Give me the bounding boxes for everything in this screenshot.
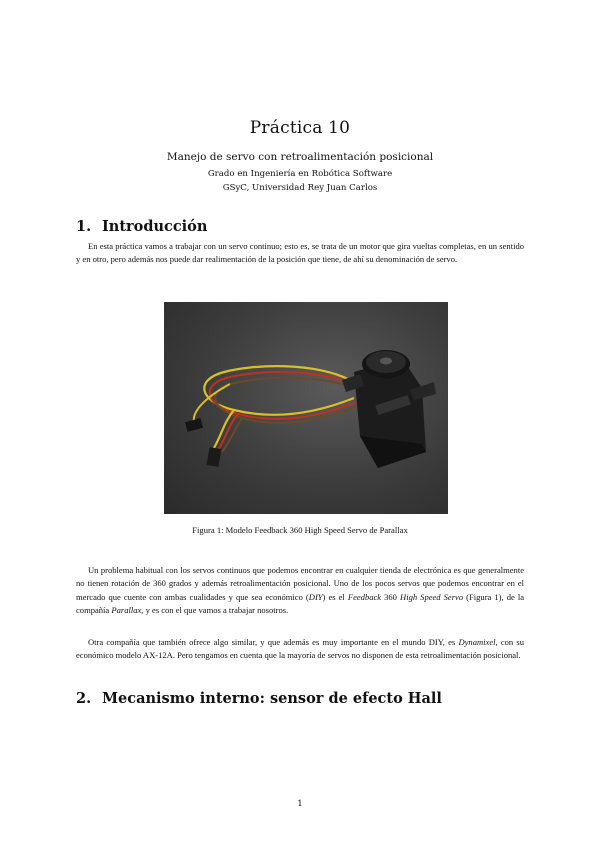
paragraph-servos — [76, 564, 524, 618]
text-run: , y es con el que vamos a trabajar nosotros. — [141, 605, 289, 616]
section-title: Introducción — [102, 218, 208, 235]
italic-diy: DIY — [308, 591, 323, 602]
section-heading-intro — [76, 218, 207, 235]
paragraph-dynamixel — [76, 636, 524, 663]
document-title: Práctica 10 — [249, 118, 351, 138]
text-run: ) es el — [322, 591, 348, 602]
page-number: 1 — [297, 799, 303, 809]
italic-feedback: Feedback — [347, 591, 382, 602]
degree-line: Grado en Ingeniería en Robótica Software — [207, 169, 393, 179]
intro-paragraph: En esta práctica vamos a trabajar con un servo continuo; esto es, se trata de un motor que gira vueltas completas, en un sentido y en otro, pero además nos puede dar realimentación de la posición que tiene, de ahí su denominación de servo. — [76, 241, 524, 265]
section-title: Mecanismo interno: sensor de efecto Hall — [102, 690, 442, 707]
figure-caption: Figura 1: Modelo Feedback 360 High Speed Servo de Parallax — [192, 525, 408, 535]
document-subtitle: Manejo de servo con retroalimentación posicional — [166, 151, 434, 163]
text-run: Un problema habitual con los servos continuos que podemos encontrar en cualquier tienda de electrónica es que generalmente no tienen rotación de 360 grados y además retroalimentación posicional. Uno de los pocos servos que podemos encontrar en el mercado que cuente con ambas cualidades y que sea económico ( — [76, 565, 524, 602]
text-run: (Figura 1), de la compañía — [76, 591, 524, 616]
servo-illustration — [164, 302, 448, 514]
servo-photo — [164, 302, 448, 514]
text-run: Otra compañía que también ofrece algo similar, y que además es muy importante en el mundo DIY, es — [88, 637, 459, 647]
section-heading-hall — [76, 690, 442, 707]
italic-dynamixel: Dynamixel — [458, 637, 496, 647]
section-number: 2. — [76, 690, 92, 707]
text-run: , con su económico modelo AX-12A. Pero tengamos en cuenta que la mayoría de servos no disponen de esta retroalimentación posicional. — [76, 637, 524, 661]
affiliation-line: GSyC, Universidad Rey Juan Carlos — [222, 183, 378, 193]
italic-high-speed-servo: High Speed Servo — [400, 591, 464, 602]
italic-parallax: Parallax — [111, 605, 142, 616]
section-number: 1. — [76, 218, 92, 235]
text-run: 360 — [381, 591, 401, 602]
